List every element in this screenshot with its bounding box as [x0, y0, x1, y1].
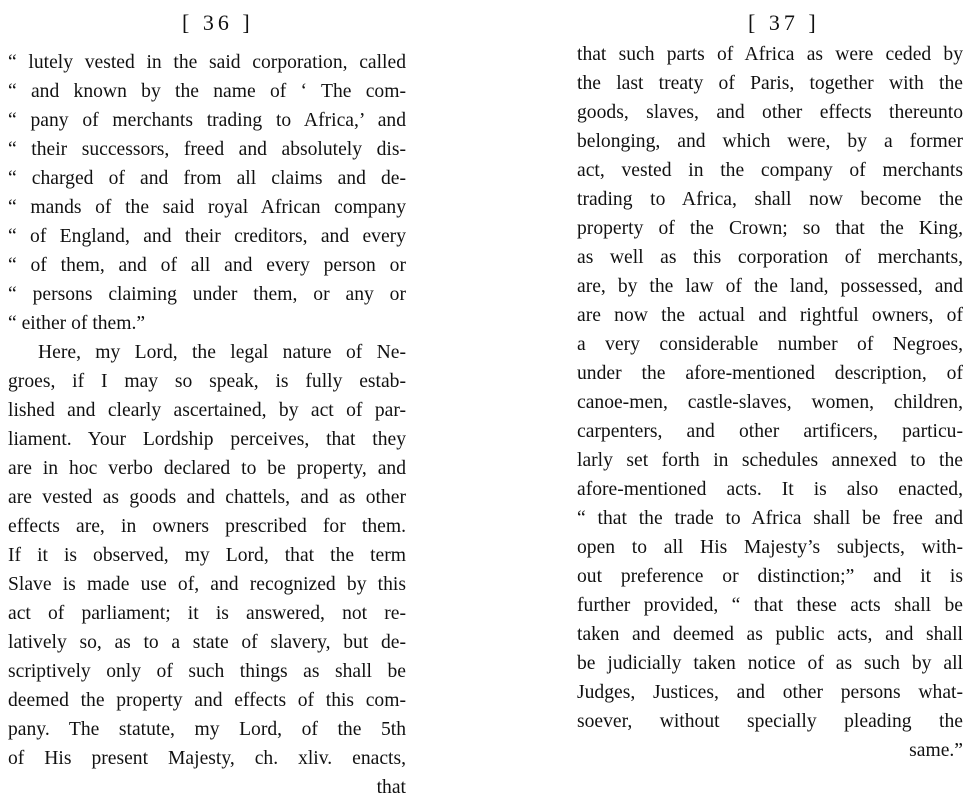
text-line: “ either of them.” [8, 313, 146, 334]
text-line: liament. Your Lordship perceives, that they [8, 429, 406, 450]
text-line: “ charged of and from all claims and de- [8, 168, 406, 189]
text-line: pany. The statute, my Lord, of the 5th [8, 719, 406, 740]
text-line: the last treaty of Paris, together with the [577, 73, 963, 94]
text-line: Slave is made use of, and recognized by this [8, 574, 406, 595]
text-line: “ that the trade to Africa shall be free and [577, 508, 963, 529]
text-line: If it is observed, my Lord, that the term [8, 545, 406, 566]
text-line: “ mands of the said royal African company [8, 197, 406, 218]
text-line: further provided, “ that these acts shall be [577, 595, 963, 616]
text-line: latively so, as to a state of slavery, but de- [8, 632, 406, 653]
left-text-block [8, 48, 406, 802]
text-line: are in hoc verbo declared to be property, and [8, 458, 406, 479]
text-line: larly set forth in schedules annexed to the [577, 450, 963, 471]
text-line: “ their successors, freed and absolutely dis- [8, 139, 406, 160]
text-line: same.” [909, 740, 963, 761]
text-line: are, by the law of the land, possessed, and [577, 276, 963, 297]
catchword: that [376, 777, 406, 798]
text-line: are vested as goods and chattels, and as other [8, 487, 406, 508]
text-line: canoe-men, castle-slaves, women, children, [577, 392, 963, 413]
text-line: scriptively only of such things as shall be [8, 661, 406, 682]
text-line: under the afore-mentioned description, of [577, 363, 963, 384]
left-page [0, 0, 490, 798]
text-line: a very considerable number of Negroes, [577, 334, 963, 355]
text-line: Judges, Justices, and other persons what- [577, 682, 963, 703]
text-line: act, vested in the company of merchants [577, 160, 963, 181]
text-line: trading to Africa, shall now become the [577, 189, 963, 210]
text-line: taken and deemed as public acts, and shall [577, 624, 963, 645]
text-line: deemed the property and effects of this com- [8, 690, 406, 711]
page-number-right: [ 37 ] [748, 10, 820, 35]
text-line: open to all His Majesty’s subjects, with- [577, 537, 963, 558]
text-line: be judicially taken notice of as such by all [577, 653, 963, 674]
text-line: “ pany of merchants trading to Africa,’ and [8, 110, 406, 131]
text-line: lished and clearly ascertained, by act of par- [8, 400, 406, 421]
right-page [490, 0, 980, 780]
text-line: of His present Majesty, ch. xliv. enacts, [8, 748, 406, 769]
text-line: are now the actual and rightful owners, of [577, 305, 963, 326]
text-line: goods, slaves, and other effects thereunto [577, 102, 963, 123]
text-line: as well as this corporation of merchants, [577, 247, 963, 268]
text-line: “ lutely vested in the said corporation, called [8, 52, 406, 73]
right-text-block [577, 40, 963, 765]
page-number-left: [ 36 ] [182, 10, 254, 35]
text-line: Here, my Lord, the legal nature of Ne- [38, 342, 406, 363]
text-line: soever, without specially pleading the [577, 711, 963, 732]
text-line: out preference or distinction;” and it is [577, 566, 963, 587]
text-line: belonging, and which were, by a former [577, 131, 963, 152]
text-line: “ of England, and their creditors, and every [8, 226, 406, 247]
text-line: “ and known by the name of ‘ The com- [8, 81, 406, 102]
text-line: act of parliament; it is answered, not re- [8, 603, 406, 624]
text-line: that such parts of Africa as were ceded by [577, 44, 963, 65]
text-line: groes, if I may so speak, is fully estab- [8, 371, 406, 392]
text-line: property of the Crown; so that the King, [577, 218, 963, 239]
text-line: carpenters, and other artificers, particu- [577, 421, 963, 442]
text-line: afore-mentioned acts. It is also enacted, [577, 479, 963, 500]
text-line: “ persons claiming under them, or any or [8, 284, 406, 305]
text-line: “ of them, and of all and every person or [8, 255, 406, 276]
text-line: effects are, in owners prescribed for them. [8, 516, 406, 537]
